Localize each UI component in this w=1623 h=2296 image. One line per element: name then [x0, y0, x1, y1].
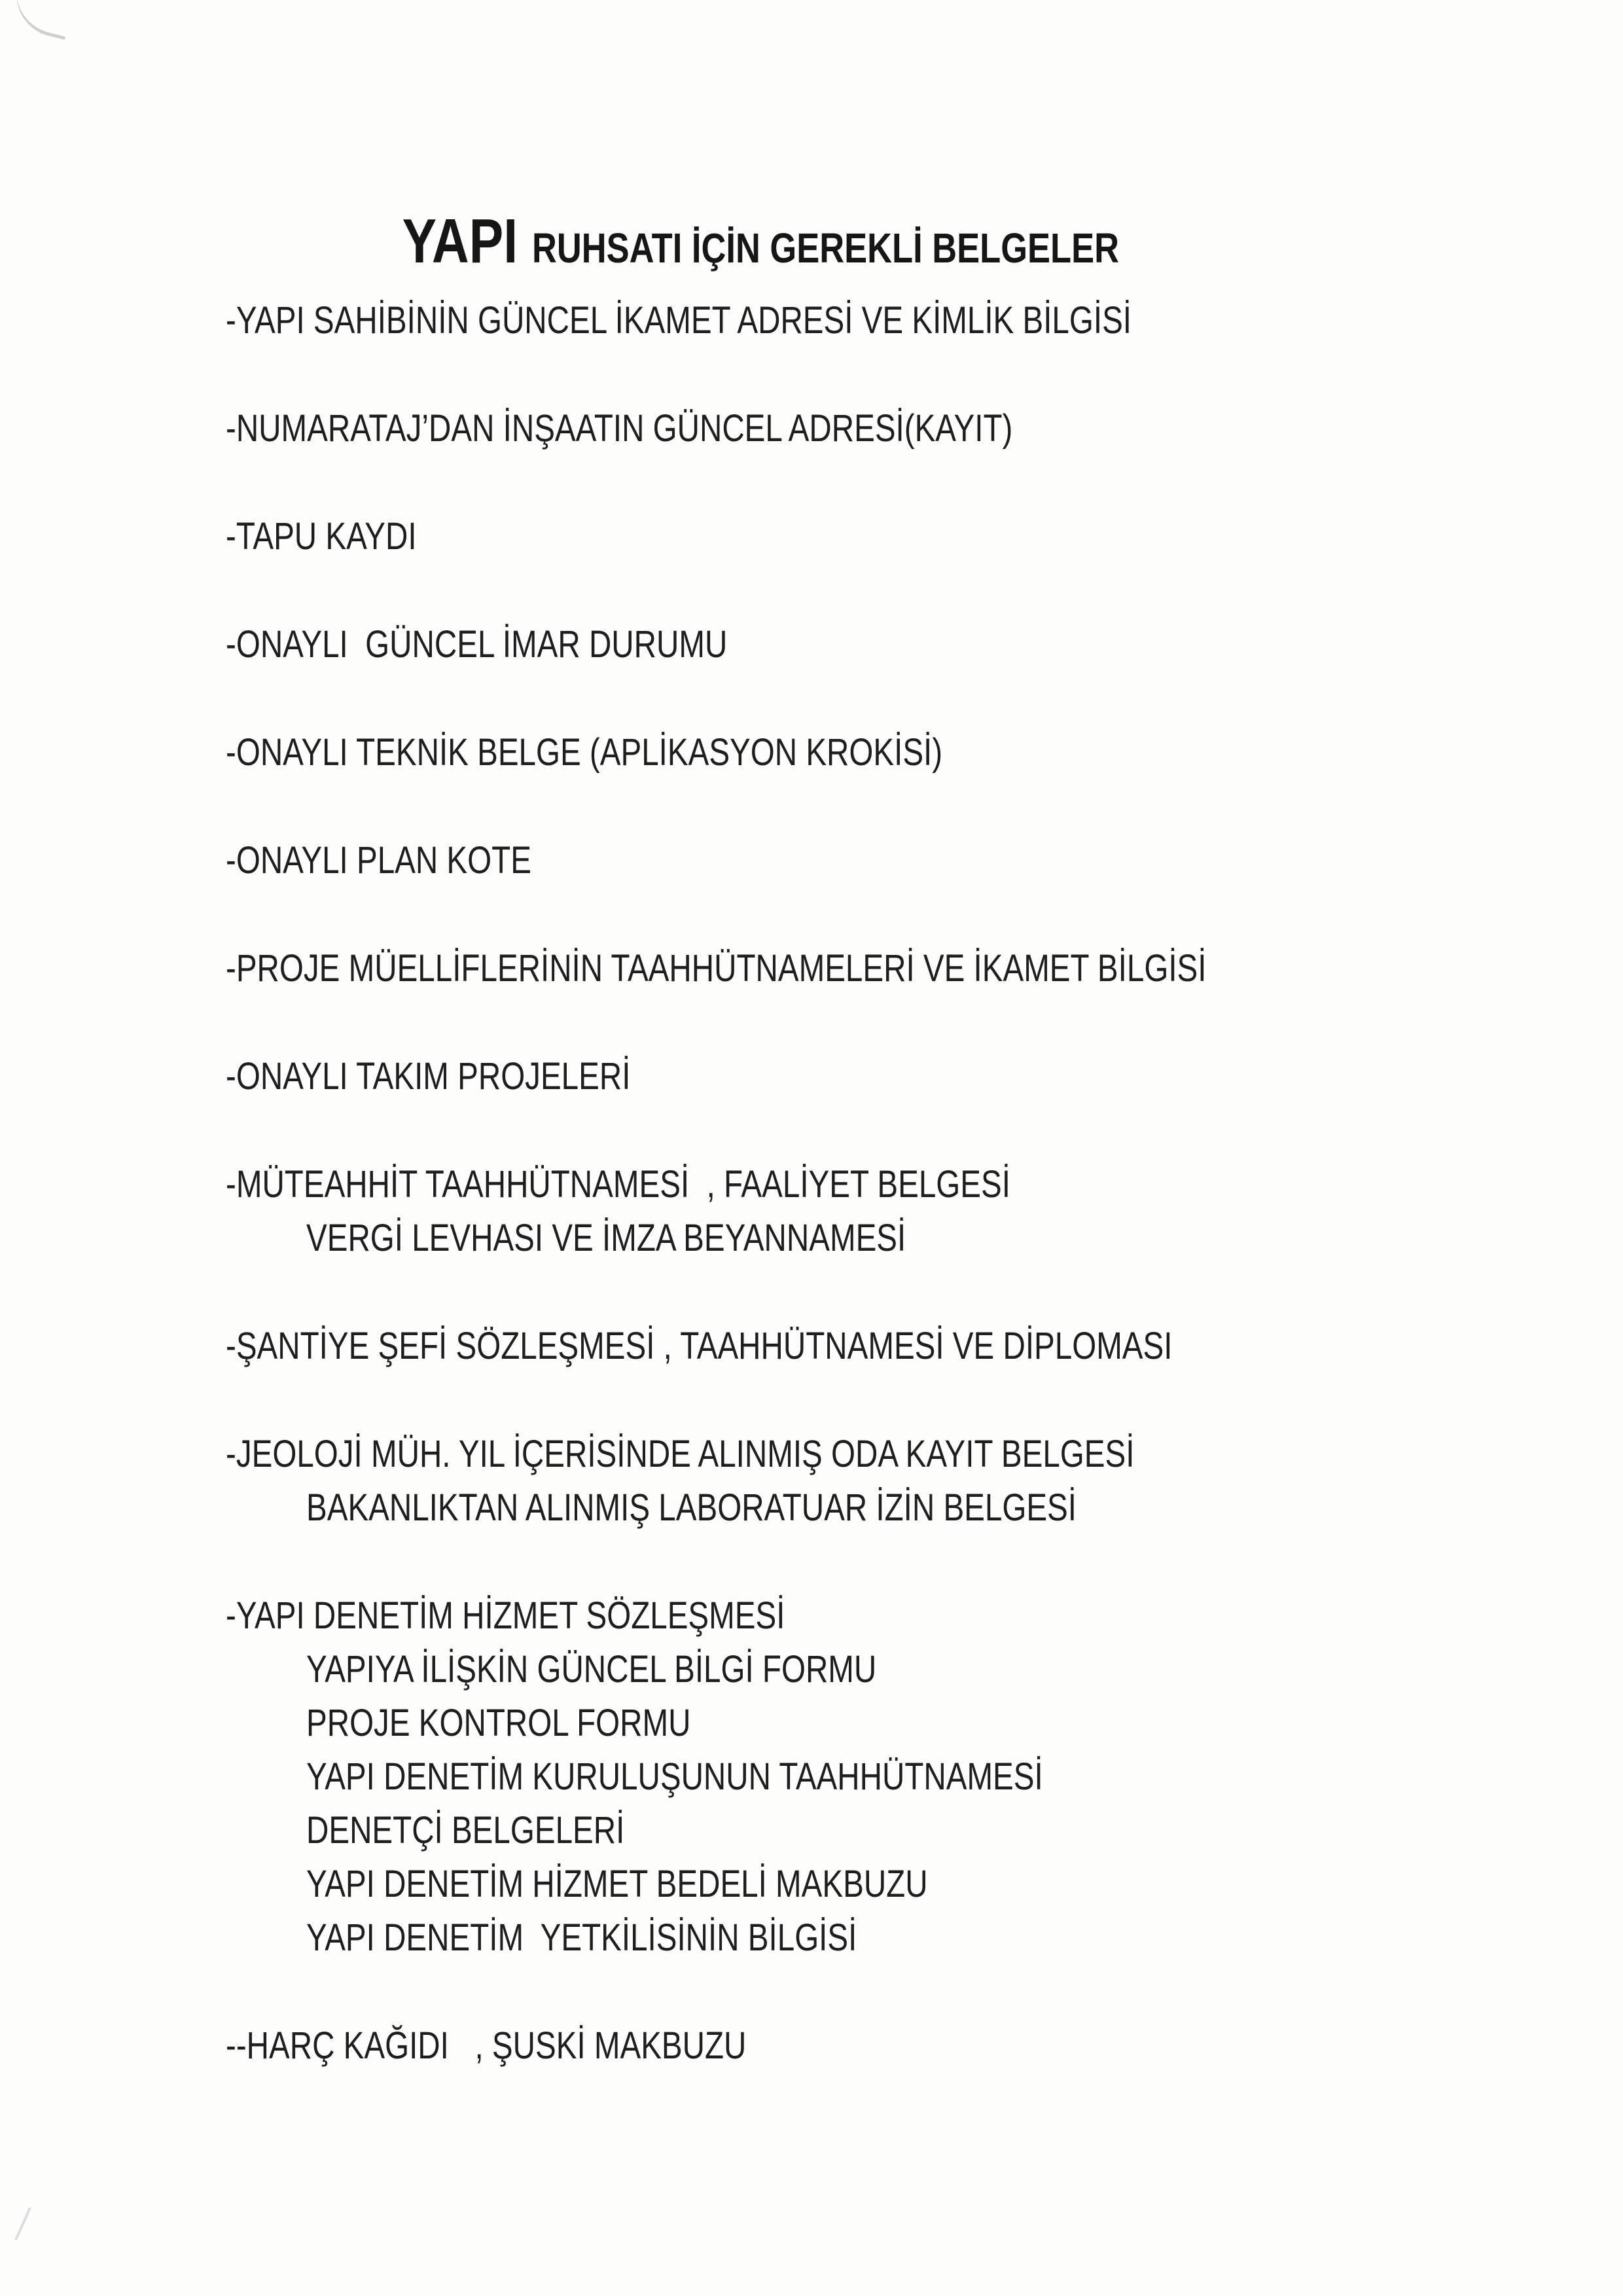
list-item: -ONAYLI TEKNİK BELGE (APLİKASYON KROKİSİ) — [226, 731, 943, 774]
list-item: -ONAYLI GÜNCEL İMAR DURUMU — [226, 623, 728, 666]
list-item: PROJE KONTROL FORMU — [306, 1702, 691, 1744]
list-item: DENETÇİ BELGELERİ — [306, 1809, 625, 1852]
list-group — [226, 946, 1469, 992]
list-group — [226, 1593, 1469, 1961]
list-item: -JEOLOJİ MÜH. YIL İÇERİSİNDE ALINMIŞ ODA KAYIT BELGESİ — [226, 1433, 1135, 1475]
scan-artifact — [14, 2207, 73, 2259]
list-group — [226, 298, 1469, 344]
page-title-rest: RUHSATI İÇİN GEREKLİ BELGELER — [531, 224, 1120, 272]
list-item: -ONAYLI TAKIM PROJELERİ — [226, 1055, 631, 1098]
list-item: -YAPI SAHİBİNİN GÜNCEL İKAMET ADRESİ VE KİMLİK BİLGİSİ — [226, 299, 1132, 342]
list-group — [226, 1162, 1469, 1261]
page-title-lead: YAPI — [402, 206, 532, 276]
list-group — [226, 1323, 1469, 1369]
list-item: YAPIYA İLİŞKİN GÜNCEL BİLGİ FORMU — [306, 1648, 877, 1691]
scan-artifact — [7, 0, 75, 40]
list-group — [226, 838, 1469, 884]
list-item: -TAPU KAYDI — [226, 515, 417, 558]
list-group — [226, 730, 1469, 776]
list-item: YAPI DENETİM YETKİLİSİNİN BİLGİSİ — [306, 1916, 857, 1959]
list-item: -YAPI DENETİM HİZMET SÖZLEŞMESİ — [226, 1594, 785, 1637]
list-item: -NUMARATAJ’DAN İNŞAATIN GÜNCEL ADRESİ(KAYIT) — [226, 407, 1013, 450]
list-group — [226, 406, 1469, 452]
list-group — [226, 514, 1469, 560]
list-group — [226, 1054, 1469, 1100]
list-item: --HARÇ KAĞIDI , ŞUSKİ MAKBUZU — [226, 2024, 747, 2067]
list-item: YAPI DENETİM HİZMET BEDELİ MAKBUZU — [306, 1863, 928, 1905]
list-item: -ONAYLI PLAN KOTE — [226, 839, 531, 882]
list-item: YAPI DENETİM KURULUŞUNUN TAAHHÜTNAMESİ — [306, 1755, 1043, 1798]
list-group — [226, 622, 1469, 668]
list-item: -PROJE MÜELLİFLERİNİN TAAHHÜTNAMELERİ VE İKAMET BİLGİSİ — [226, 947, 1207, 990]
list-item: -ŞANTİYE ŞEFİ SÖZLEŞMESİ , TAAHHÜTNAMESİ VE DİPLOMASI — [226, 1325, 1173, 1367]
document-list — [226, 298, 1469, 2131]
list-item: VERGİ LEVHASI VE İMZA BEYANNAMESİ — [306, 1217, 906, 1259]
list-group — [226, 1431, 1469, 1531]
page-title — [393, 194, 1119, 289]
list-group — [226, 2023, 1469, 2069]
list-item: -MÜTEAHHİT TAAHHÜTNAMESİ , FAALİYET BELGESİ — [226, 1163, 1010, 1206]
list-item: BAKANLIKTAN ALINMIŞ LABORATUAR İZİN BELGESİ — [306, 1486, 1077, 1529]
